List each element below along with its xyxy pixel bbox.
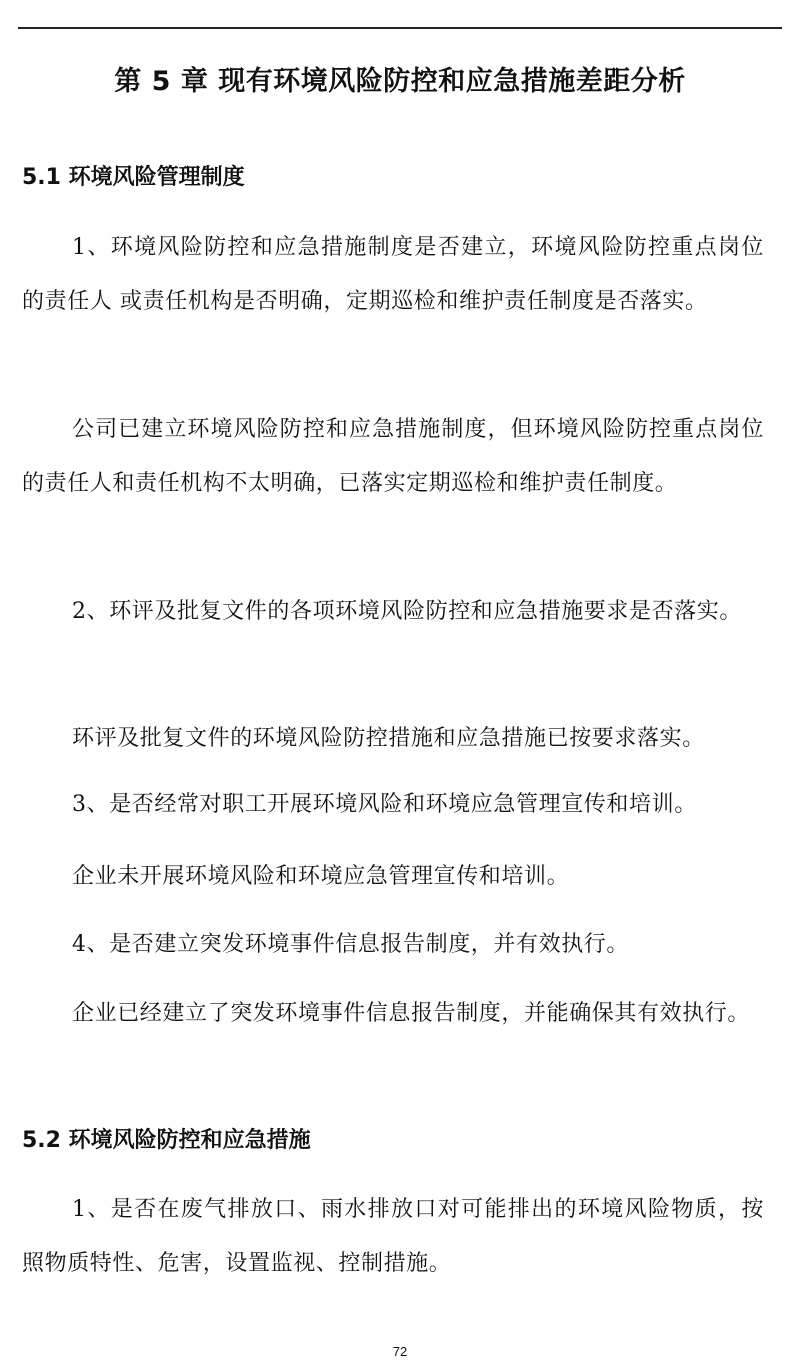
section-heading-5-1: 5.1 环境风险管理制度 xyxy=(22,165,245,190)
paragraph-answer-1: 公司已建立环境风险防控和应急措施制度，但环境风险防控重点岗位的责任人和责任机构不太明确，已落实定期巡检和维护责任制度。 xyxy=(22,417,764,496)
paragraph-question-3: 3、是否经常对职工开展环境风险和环境应急管理宣传和培训。 xyxy=(72,792,697,817)
paragraph-question-1: 1、环境风险防控和应急措施制度是否建立，环境风险防控重点岗位的责任人 或责任机构是否明确，定期巡检和维护责任制度是否落实。 xyxy=(22,235,764,314)
section-heading-5-2: 5.2 环境风险防控和应急措施 xyxy=(22,1128,311,1153)
chapter-title: 第 5 章 现有环境风险防控和应急措施差距分析 xyxy=(114,66,686,97)
paragraph-answer-2: 环评及批复文件的环境风险防控措施和应急措施已按要求落实。 xyxy=(72,726,705,751)
page-number: 72 xyxy=(392,1344,408,1359)
paragraph-question-2: 2、环评及批复文件的各项环境风险防控和应急措施要求是否落实。 xyxy=(72,599,742,624)
paragraph-answer-3: 企业未开展环境风险和环境应急管理宣传和培训。 xyxy=(72,864,570,889)
paragraph-answer-4: 企业已经建立了突发环境事件信息报告制度，并能确保其有效执行。 xyxy=(72,1001,751,1026)
paragraph-5-2-question-1: 1、是否在废气排放口、雨水排放口对可能排出的环境风险物质，按照物质特性、危害，设置监视、控制措施。 xyxy=(22,1197,764,1276)
paragraph-question-4: 4、是否建立突发环境事件信息报告制度，并有效执行。 xyxy=(72,932,629,957)
header-rule xyxy=(18,27,782,29)
